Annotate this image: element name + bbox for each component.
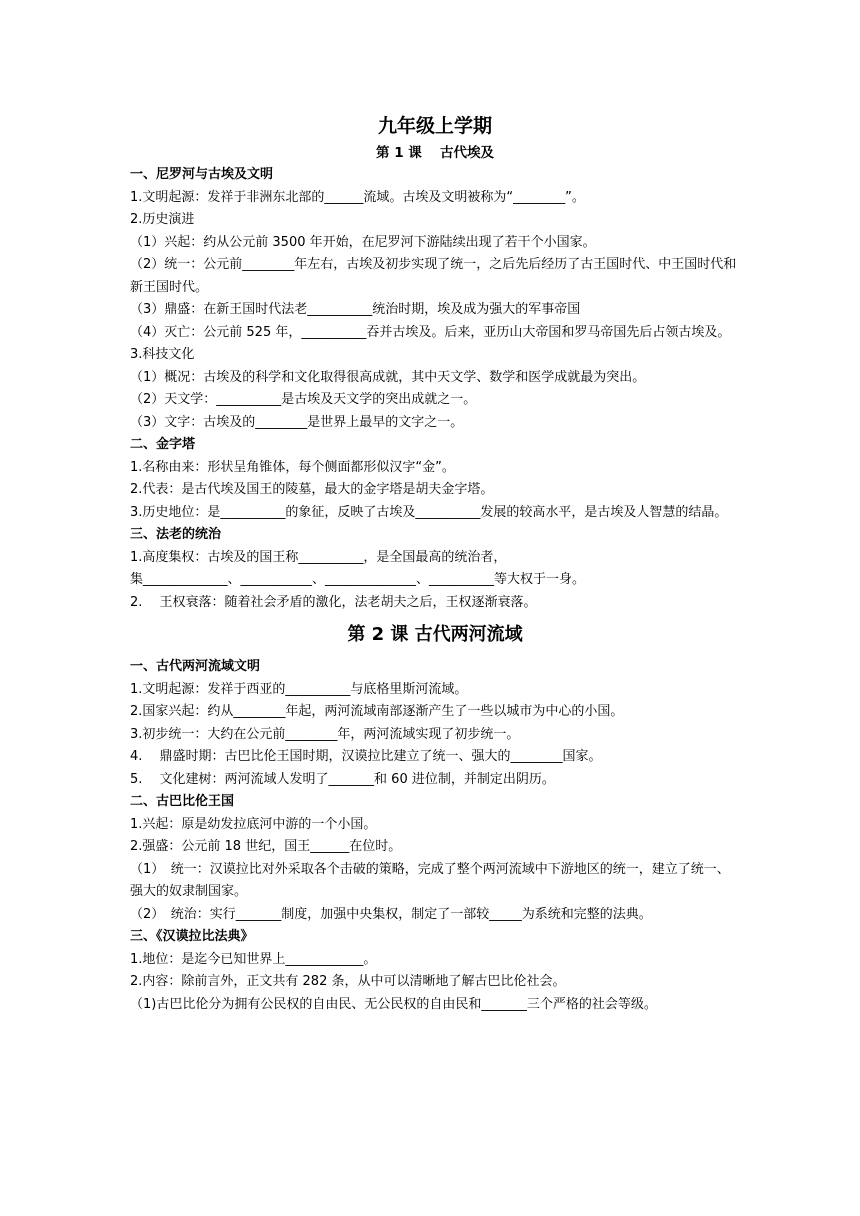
text-line: （3）文字：古埃及的________是世界上最早的文字之一。 (130, 414, 464, 430)
section-heading: 一、尼罗河与古埃及文明 (130, 167, 274, 182)
section-heading: 二、金字塔 (130, 437, 196, 452)
text-line: 2.代表：是古代埃及国王的陵墓，最大的金字塔是胡夫金字塔。 (130, 482, 494, 497)
text-line: 3.科技文化 (130, 347, 195, 362)
text-line: 3.历史地位：是__________的象征，反映了古埃及__________发展的较高水平，是古埃及人智慧的结晶。 (130, 504, 728, 520)
text-line: （2）天文学：__________是古埃及天文学的突出成就之一。 (130, 392, 477, 407)
section-heading: 一、古代两河流域文明 (130, 659, 261, 674)
lesson-1-heading: 第 1 课 古代埃及 (376, 145, 494, 161)
section-heading: 三、法老的统治 (130, 527, 222, 542)
text-line: （4）灭亡：公元前 525 年，__________吞并古埃及。后来，亚历山大帝国和罗马帝国先后占领古埃及。 (130, 324, 731, 340)
text-line: （3）鼎盛：在新王国时代法老__________统治时期，埃及成为强大的军事帝国 (130, 302, 581, 317)
lesson-1-body (130, 164, 740, 614)
text-line: 1.文明起源：发祥于西亚的__________与底格里斯河流域。 (130, 681, 468, 697)
text-line: 1.文明起源：发祥于非洲东北部的______流域。古埃及文明被称为“________”。 (130, 189, 585, 205)
text-line: 2. 王权衰落：随着社会矛盾的激化，法老胡夫之后，王权逐渐衰落。 (130, 594, 537, 610)
text-line: 5. 文化建树：两河流域人发明了_______和 60 进位制，并制定出阴历。 (130, 771, 555, 787)
page-title: 九年级上学期 (377, 115, 492, 137)
text-line: 1.地位：是迄今已知世界上____________。 (130, 951, 377, 967)
document-page (130, 110, 740, 1016)
text-line: 1.兴起：原是幼发拉底河中游的一个小国。 (130, 816, 377, 832)
text-line: 3.初步统一：大约在公元前________年，两河流域实现了初步统一。 (130, 726, 520, 742)
text-line: 2.强盛：公元前 18 世纪，国王______在位时。 (130, 839, 402, 854)
text-line: （1)古巴比伦分为拥有公民权的自由民、无公民权的自由民和_______三个严格的社会等级。 (130, 996, 657, 1012)
section-heading: 二、古巴比伦王国 (130, 794, 235, 809)
text-line: 4. 鼎盛时期：古巴比伦王国时期，汉谟拉比建立了统一、强大的________国家。 (130, 749, 602, 764)
text-line: （1）概况：古埃及的科学和文化取得很高成就，其中天文学、数学和医学成就最为突出。 (130, 369, 646, 385)
text-line: （2）统一：公元前________年左右，古埃及初步实现了统一，之后先后经历了古王国时代、中王国时代和新王国时代。 (130, 257, 737, 295)
text-line: （2） 统治：实行_______制度，加强中央集权，制定了一部较_____为系统和完整的法典。 (130, 906, 652, 922)
lesson-2-heading: 第 2 课 古代两河流域 (347, 624, 523, 645)
text-line: 2.国家兴起：约从________年起，两河流域南部逐渐产生了一些以城市为中心的小国。 (130, 704, 624, 719)
text-line: （1） 统一：汉谟拉比对外采取各个击破的策略，完成了整个两河流域中下游地区的统一，建立了统一、强大的奴隶制国家。 (130, 861, 730, 899)
text-line: （1）兴起：约从公元前 3500 年开始，在尼罗河下游陆续出现了若干个小国家。 (130, 234, 596, 250)
lesson-2-body (130, 656, 740, 1016)
text-line: 2.历史演进 (130, 212, 195, 227)
text-line: 集_____________、___________、______________、__________等大权于一身。 (130, 572, 586, 587)
text-line: 2.内容：除前言外，正文共有 282 条，从中可以清晰地了解古巴比伦社会。 (130, 974, 566, 989)
section-heading: 三、《汉谟拉比法典》 (130, 929, 254, 944)
text-line: 1.名称由来：形状呈角锥体，每个侧面都形似汉字“金”。 (130, 459, 455, 475)
text-line: 1.高度集权：古埃及的国王称__________，是全国最高的统治者， (130, 549, 507, 565)
